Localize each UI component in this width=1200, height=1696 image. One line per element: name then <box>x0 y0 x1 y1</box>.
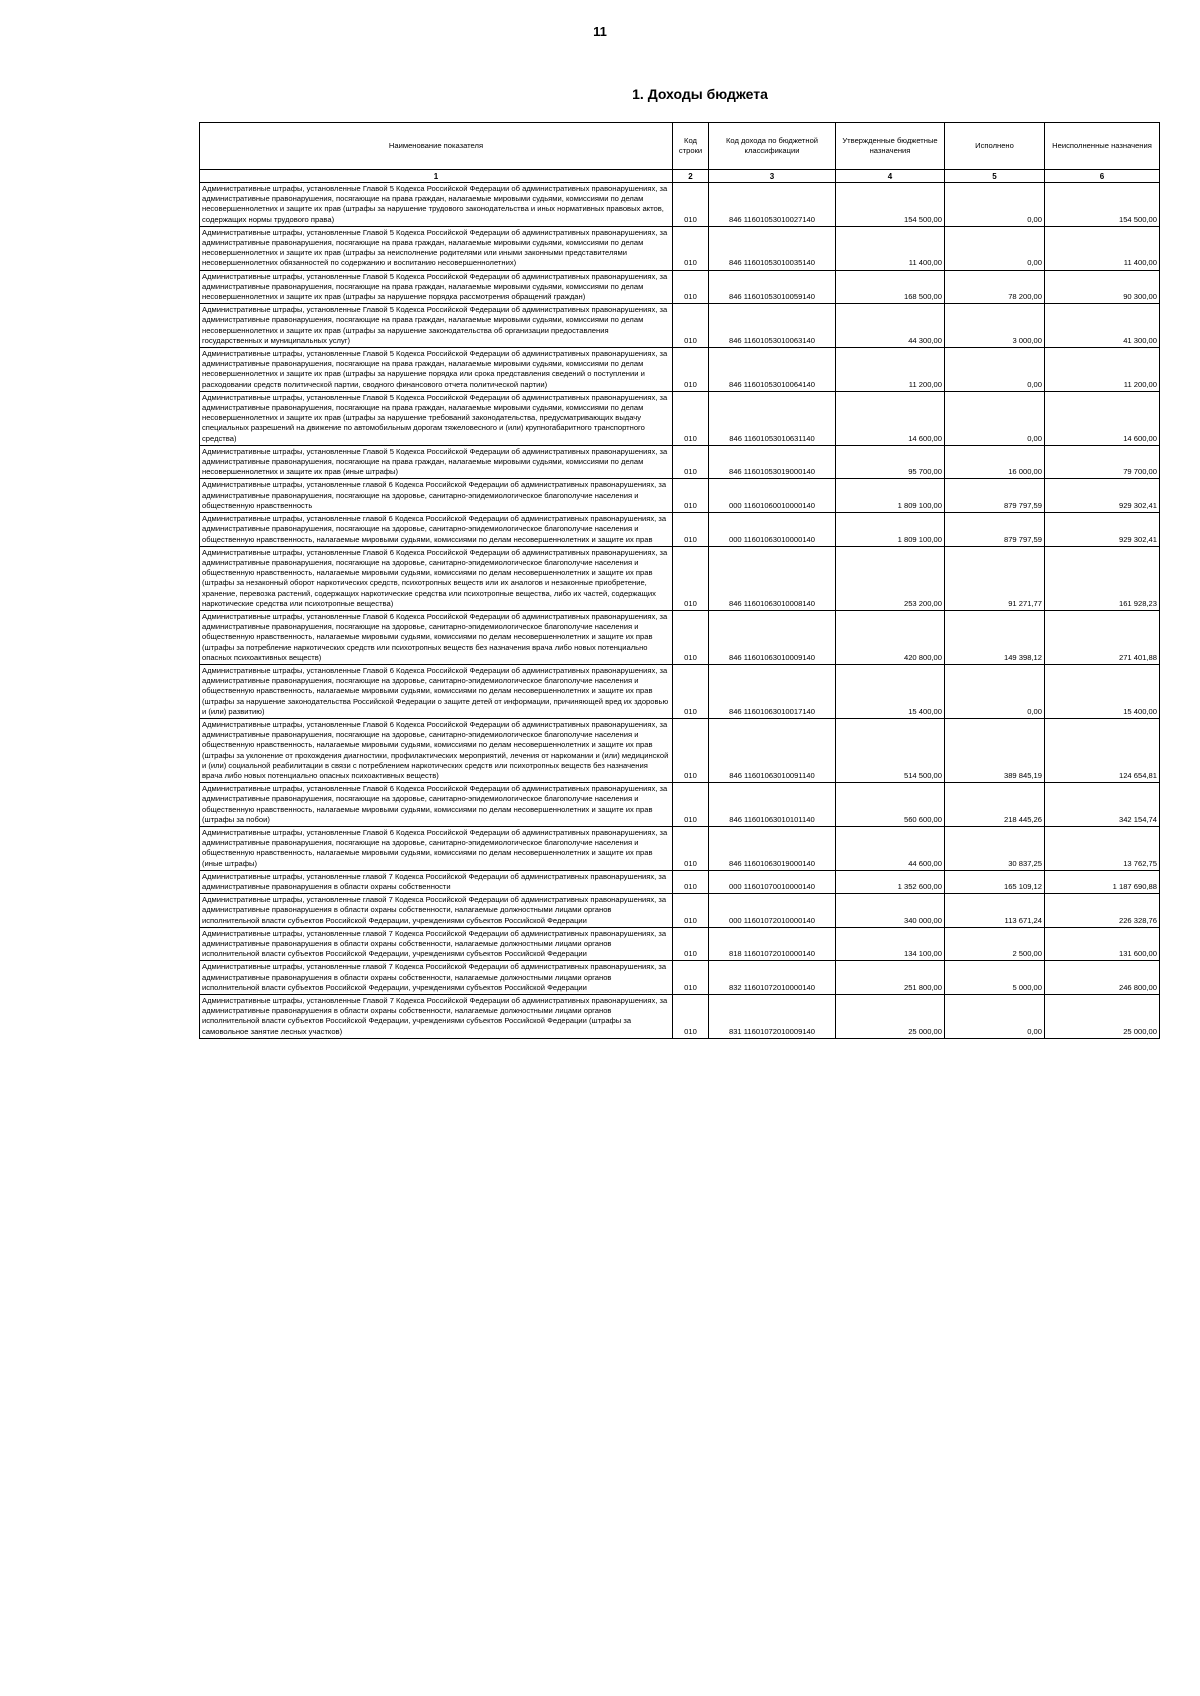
table-row <box>200 826 1160 870</box>
indicator-name-cell: Административные штрафы, установленные Главой 6 Кодекса Российской Федерации об административных правонарушениях, за административные правонарушения, посягающие на здоровье, санитарно-эпидемиологическое благополучие населения и общественную нравственность, налагаемые мировыми судьями, комиссиями по делам несовершеннолетних и защите их прав (штрафы за незаконный оборот наркотических средств, психотропных веществ или их аналогов и незаконные приобретение, хранение, перевозка растений, содержащих наркотические средства или психотропные вещества, либо их частей, содержащих наркотические средства или психотропные вещества) <box>200 546 673 610</box>
unexecuted-amount-cell: 161 928,23 <box>1045 546 1160 610</box>
column-number: 4 <box>836 170 945 183</box>
indicator-name-cell: Административные штрафы, установленные Главой 5 Кодекса Российской Федерации об административных правонарушениях, за административные правонарушения, посягающие на права граждан, налагаемые мировыми судьями, комиссиями по делам несовершеннолетних и защите их прав (штрафы за нарушение законодательства об организации предоставления государственных и муниципальных услуг) <box>200 304 673 348</box>
header-executed: Исполнено <box>945 123 1045 170</box>
line-code-cell: 010 <box>673 546 709 610</box>
approved-amount-cell: 1 809 100,00 <box>836 479 945 513</box>
indicator-name-cell: Административные штрафы, установленные главой 7 Кодекса Российской Федерации об административных правонарушениях, за административные правонарушения в области охраны собственности, налагаемые должностными лицами органов исполнительной власти субъектов Российской Федерации, учреждениями субъектов Российской Федерации <box>200 927 673 961</box>
executed-amount-cell: 16 000,00 <box>945 445 1045 479</box>
unexecuted-amount-cell: 246 800,00 <box>1045 961 1160 995</box>
unexecuted-amount-cell: 342 154,74 <box>1045 783 1160 827</box>
line-code-cell: 010 <box>673 479 709 513</box>
approved-amount-cell: 15 400,00 <box>836 664 945 718</box>
line-code-cell: 010 <box>673 304 709 348</box>
line-code-cell: 010 <box>673 513 709 547</box>
executed-amount-cell: 389 845,19 <box>945 718 1045 782</box>
executed-amount-cell: 30 837,25 <box>945 826 1045 870</box>
approved-amount-cell: 14 600,00 <box>836 391 945 445</box>
executed-amount-cell: 2 500,00 <box>945 927 1045 961</box>
table-row <box>200 513 1160 547</box>
table-row <box>200 927 1160 961</box>
executed-amount-cell: 0,00 <box>945 348 1045 392</box>
unexecuted-amount-cell: 13 762,75 <box>1045 826 1160 870</box>
approved-amount-cell: 253 200,00 <box>836 546 945 610</box>
approved-amount-cell: 44 600,00 <box>836 826 945 870</box>
table-row <box>200 270 1160 304</box>
approved-amount-cell: 11 400,00 <box>836 226 945 270</box>
unexecuted-amount-cell: 11 400,00 <box>1045 226 1160 270</box>
line-code-cell: 010 <box>673 664 709 718</box>
line-code-cell: 010 <box>673 391 709 445</box>
approved-amount-cell: 11 200,00 <box>836 348 945 392</box>
executed-amount-cell: 5 000,00 <box>945 961 1045 995</box>
table-row <box>200 304 1160 348</box>
header-income-code: Код дохода по бюджетной классификации <box>709 123 836 170</box>
column-number: 6 <box>1045 170 1160 183</box>
executed-amount-cell: 879 797,59 <box>945 479 1045 513</box>
executed-amount-cell: 3 000,00 <box>945 304 1045 348</box>
table-row <box>200 183 1160 227</box>
indicator-name-cell: Административные штрафы, установленные Главой 5 Кодекса Российской Федерации об административных правонарушениях, за административные правонарушения, посягающие на права граждан, налагаемые мировыми судьями, комиссиями по делам несовершеннолетних и защите их прав (штрафы за нарушение порядка рассмотрения обращений граждан) <box>200 270 673 304</box>
approved-amount-cell: 25 000,00 <box>836 995 945 1039</box>
approved-amount-cell: 340 000,00 <box>836 894 945 928</box>
column-number: 1 <box>200 170 673 183</box>
indicator-name-cell: Административные штрафы, установленные главой 6 Кодекса Российской Федерации об административных правонарушениях, за административные правонарушения, посягающие на здоровье, санитарно-эпидемиологическое благополучие населения и общественную нравственность, налагаемые мировыми судьями, комиссиями по делам несовершеннолетних и защите их прав <box>200 513 673 547</box>
table-row <box>200 718 1160 782</box>
line-code-cell: 010 <box>673 870 709 893</box>
line-code-cell: 010 <box>673 445 709 479</box>
income-code-cell: 831 11601072010009140 <box>709 995 836 1039</box>
column-number: 3 <box>709 170 836 183</box>
column-number: 5 <box>945 170 1045 183</box>
income-code-cell: 000 11601063010000140 <box>709 513 836 547</box>
unexecuted-amount-cell: 929 302,41 <box>1045 479 1160 513</box>
executed-amount-cell: 879 797,59 <box>945 513 1045 547</box>
approved-amount-cell: 168 500,00 <box>836 270 945 304</box>
unexecuted-amount-cell: 124 654,81 <box>1045 718 1160 782</box>
indicator-name-cell: Административные штрафы, установленные главой 7 Кодекса Российской Федерации об административных правонарушениях, за административные правонарушения в области охраны собственности <box>200 870 673 893</box>
indicator-name-cell: Административные штрафы, установленные Главой 5 Кодекса Российской Федерации об административных правонарушениях, за административные правонарушения, посягающие на права граждан, налагаемые мировыми судьями, комиссиями по делам несовершеннолетних и защите их прав (штрафы за нарушение трудового законодательства и иных нормативных правовых актов, содержащих нормы трудового права) <box>200 183 673 227</box>
indicator-name-cell: Административные штрафы, установленные Главой 5 Кодекса Российской Федерации об административных правонарушениях, за административные правонарушения, посягающие на права граждан, налагаемые мировыми судьями, комиссиями по делам несовершеннолетних и защите их прав (штрафы за нарушение порядка или срока представления сведений о поступлении и расходовании средств политической партии, сводного финансового отчета политической партии) <box>200 348 673 392</box>
income-code-cell: 000 11601072010000140 <box>709 894 836 928</box>
income-code-cell: 000 11601060010000140 <box>709 479 836 513</box>
executed-amount-cell: 113 671,24 <box>945 894 1045 928</box>
approved-amount-cell: 514 500,00 <box>836 718 945 782</box>
income-code-cell: 000 11601070010000140 <box>709 870 836 893</box>
income-code-cell: 846 11601063010008140 <box>709 546 836 610</box>
income-code-cell: 846 11601063019000140 <box>709 826 836 870</box>
unexecuted-amount-cell: 929 302,41 <box>1045 513 1160 547</box>
approved-amount-cell: 420 800,00 <box>836 610 945 664</box>
unexecuted-amount-cell: 15 400,00 <box>1045 664 1160 718</box>
approved-amount-cell: 1 352 600,00 <box>836 870 945 893</box>
header-unexecuted: Неисполненные назначения <box>1045 123 1160 170</box>
indicator-name-cell: Административные штрафы, установленные Главой 6 Кодекса Российской Федерации об административных правонарушениях, за административные правонарушения, посягающие на здоровье, санитарно-эпидемиологическое благополучие населения и общественную нравственность, налагаемые мировыми судьями, комиссиями по делам несовершеннолетних и защите их прав (иные штрафы) <box>200 826 673 870</box>
executed-amount-cell: 0,00 <box>945 664 1045 718</box>
approved-amount-cell: 44 300,00 <box>836 304 945 348</box>
table-body <box>200 183 1160 1039</box>
income-code-cell: 846 11601063010017140 <box>709 664 836 718</box>
unexecuted-amount-cell: 131 600,00 <box>1045 927 1160 961</box>
approved-amount-cell: 95 700,00 <box>836 445 945 479</box>
page-number: 11 <box>593 24 607 39</box>
income-code-cell: 846 11601063010101140 <box>709 783 836 827</box>
indicator-name-cell: Административные штрафы, установленные Главой 5 Кодекса Российской Федерации об административных правонарушениях, за административные правонарушения, посягающие на права граждан, налагаемые мировыми судьями, комиссиями по делам несовершеннолетних и защите их прав (штрафы за нарушение требований законодательства, предусматривающих выдачу специальных разрешений на движение по автомобильным дорогам тяжеловесного и (или) крупногабаритного транспортного средства) <box>200 391 673 445</box>
line-code-cell: 010 <box>673 718 709 782</box>
unexecuted-amount-cell: 271 401,88 <box>1045 610 1160 664</box>
header-line-code: Код строки <box>673 123 709 170</box>
unexecuted-amount-cell: 79 700,00 <box>1045 445 1160 479</box>
header-approved: Утвержденные бюджетные назначения <box>836 123 945 170</box>
unexecuted-amount-cell: 11 200,00 <box>1045 348 1160 392</box>
income-code-cell: 846 11601063010091140 <box>709 718 836 782</box>
indicator-name-cell: Административные штрафы, установленные Главой 7 Кодекса Российской Федерации об административных правонарушениях, за административные правонарушения в области охраны собственности, налагаемые должностными лицами органов исполнительной власти субъектов Российской Федерации, учреждениями субъектов Российской Федерации (штрафы за самовольное занятие лесных участков) <box>200 995 673 1039</box>
table-row <box>200 870 1160 893</box>
approved-amount-cell: 251 800,00 <box>836 961 945 995</box>
executed-amount-cell: 218 445,26 <box>945 783 1045 827</box>
table-row <box>200 995 1160 1039</box>
income-code-cell: 846 11601053019000140 <box>709 445 836 479</box>
income-code-cell: 832 11601072010000140 <box>709 961 836 995</box>
executed-amount-cell: 165 109,12 <box>945 870 1045 893</box>
executed-amount-cell: 0,00 <box>945 183 1045 227</box>
income-code-cell: 846 11601053010063140 <box>709 304 836 348</box>
line-code-cell: 010 <box>673 610 709 664</box>
table-row <box>200 226 1160 270</box>
executed-amount-cell: 91 271,77 <box>945 546 1045 610</box>
indicator-name-cell: Административные штрафы, установленные Главой 6 Кодекса Российской Федерации об административных правонарушениях, за административные правонарушения, посягающие на здоровье, санитарно-эпидемиологическое благополучие населения и общественную нравственность, налагаемые мировыми судьями, комиссиями по делам несовершеннолетних и защите их прав (штрафы за потребление наркотических средств или психотропных веществ без назначения врача либо новых потенциально опасных психоактивных веществ) <box>200 610 673 664</box>
indicator-name-cell: Административные штрафы, установленные Главой 5 Кодекса Российской Федерации об административных правонарушениях, за административные правонарушения, посягающие на права граждан, налагаемые мировыми судьями, комиссиями по делам несовершеннолетних и защите их прав (иные штрафы) <box>200 445 673 479</box>
unexecuted-amount-cell: 154 500,00 <box>1045 183 1160 227</box>
income-code-cell: 846 11601053010059140 <box>709 270 836 304</box>
income-code-cell: 846 11601063010009140 <box>709 610 836 664</box>
table-column-number-row <box>200 170 1160 183</box>
table-row <box>200 546 1160 610</box>
approved-amount-cell: 154 500,00 <box>836 183 945 227</box>
table-row <box>200 610 1160 664</box>
approved-amount-cell: 1 809 100,00 <box>836 513 945 547</box>
income-code-cell: 846 11601053010631140 <box>709 391 836 445</box>
executed-amount-cell: 0,00 <box>945 995 1045 1039</box>
executed-amount-cell: 0,00 <box>945 226 1045 270</box>
table-row <box>200 664 1160 718</box>
indicator-name-cell: Административные штрафы, установленные Главой 6 Кодекса Российской Федерации об административных правонарушениях, за административные правонарушения, посягающие на здоровье, санитарно-эпидемиологическое благополучие населения и общественную нравственность, налагаемые мировыми судьями, комиссиями по делам несовершеннолетних и защите их прав (штрафы за побои) <box>200 783 673 827</box>
income-code-cell: 846 11601053010027140 <box>709 183 836 227</box>
table-row <box>200 894 1160 928</box>
unexecuted-amount-cell: 226 328,76 <box>1045 894 1160 928</box>
unexecuted-amount-cell: 25 000,00 <box>1045 995 1160 1039</box>
executed-amount-cell: 78 200,00 <box>945 270 1045 304</box>
budget-income-table <box>199 122 1160 1039</box>
indicator-name-cell: Административные штрафы, установленные Главой 6 Кодекса Российской Федерации об административных правонарушениях, за административные правонарушения, посягающие на здоровье, санитарно-эпидемиологическое благополучие населения и общественную нравственность, налагаемые мировыми судьями, комиссиями по делам несовершеннолетних и защите их прав (штрафы за уклонение от прохождения диагностики, профилактических мероприятий, лечения от наркомании и (или) медицинской и (или) социальной реабилитации в связи с потреблением наркотических средств или психотропных веществ без назначения врача либо новых потенциально опасных психоактивных веществ) <box>200 718 673 782</box>
line-code-cell: 010 <box>673 348 709 392</box>
executed-amount-cell: 0,00 <box>945 391 1045 445</box>
table-row <box>200 783 1160 827</box>
indicator-name-cell: Административные штрафы, установленные главой 7 Кодекса Российской Федерации об административных правонарушениях, за административные правонарушения в области охраны собственности, налагаемые должностными лицами органов исполнительной власти субъектов Российской Федерации, учреждениями субъектов Российской Федерации <box>200 961 673 995</box>
section-title: 1. Доходы бюджета <box>632 86 768 102</box>
unexecuted-amount-cell: 90 300,00 <box>1045 270 1160 304</box>
unexecuted-amount-cell: 1 187 690,88 <box>1045 870 1160 893</box>
table-row <box>200 445 1160 479</box>
indicator-name-cell: Административные штрафы, установленные главой 6 Кодекса Российской Федерации об административных правонарушениях, за административные правонарушения, посягающие на здоровье, санитарно-эпидемиологическое благополучие населения и общественную нравственность <box>200 479 673 513</box>
line-code-cell: 010 <box>673 226 709 270</box>
line-code-cell: 010 <box>673 995 709 1039</box>
approved-amount-cell: 134 100,00 <box>836 927 945 961</box>
approved-amount-cell: 560 600,00 <box>836 783 945 827</box>
table-row <box>200 961 1160 995</box>
unexecuted-amount-cell: 14 600,00 <box>1045 391 1160 445</box>
executed-amount-cell: 149 398,12 <box>945 610 1045 664</box>
income-code-cell: 818 11601072010000140 <box>709 927 836 961</box>
table-row <box>200 479 1160 513</box>
income-code-cell: 846 11601053010035140 <box>709 226 836 270</box>
line-code-cell: 010 <box>673 183 709 227</box>
income-code-cell: 846 11601053010064140 <box>709 348 836 392</box>
table-header-row <box>200 123 1160 170</box>
indicator-name-cell: Административные штрафы, установленные Главой 6 Кодекса Российской Федерации об административных правонарушениях, за административные правонарушения, посягающие на здоровье, санитарно-эпидемиологическое благополучие населения и общественную нравственность, налагаемые мировыми судьями, комиссиями по делам несовершеннолетних и защите их прав (штрафы за нарушение законодательства Российской Федерации о защите детей от информации, причиняющей вред их здоровью и (или) развитию) <box>200 664 673 718</box>
line-code-cell: 010 <box>673 783 709 827</box>
line-code-cell: 010 <box>673 961 709 995</box>
line-code-cell: 010 <box>673 894 709 928</box>
unexecuted-amount-cell: 41 300,00 <box>1045 304 1160 348</box>
table-row <box>200 348 1160 392</box>
header-indicator-name: Наименование показателя <box>200 123 673 170</box>
column-number: 2 <box>673 170 709 183</box>
line-code-cell: 010 <box>673 826 709 870</box>
line-code-cell: 010 <box>673 927 709 961</box>
table-row <box>200 391 1160 445</box>
indicator-name-cell: Административные штрафы, установленные Главой 5 Кодекса Российской Федерации об административных правонарушениях, за административные правонарушения, посягающие на права граждан, налагаемые мировыми судьями, комиссиями по делам несовершеннолетних и защите их прав (штрафы за неисполнение родителями или иными законными представителями несовершеннолетних обязанностей по содержанию и воспитанию несовершеннолетних) <box>200 226 673 270</box>
line-code-cell: 010 <box>673 270 709 304</box>
indicator-name-cell: Административные штрафы, установленные главой 7 Кодекса Российской Федерации об административных правонарушениях, за административные правонарушения в области охраны собственности, налагаемые должностными лицами органов исполнительной власти субъектов Российской Федерации, учреждениями субъектов Российской Федерации <box>200 894 673 928</box>
